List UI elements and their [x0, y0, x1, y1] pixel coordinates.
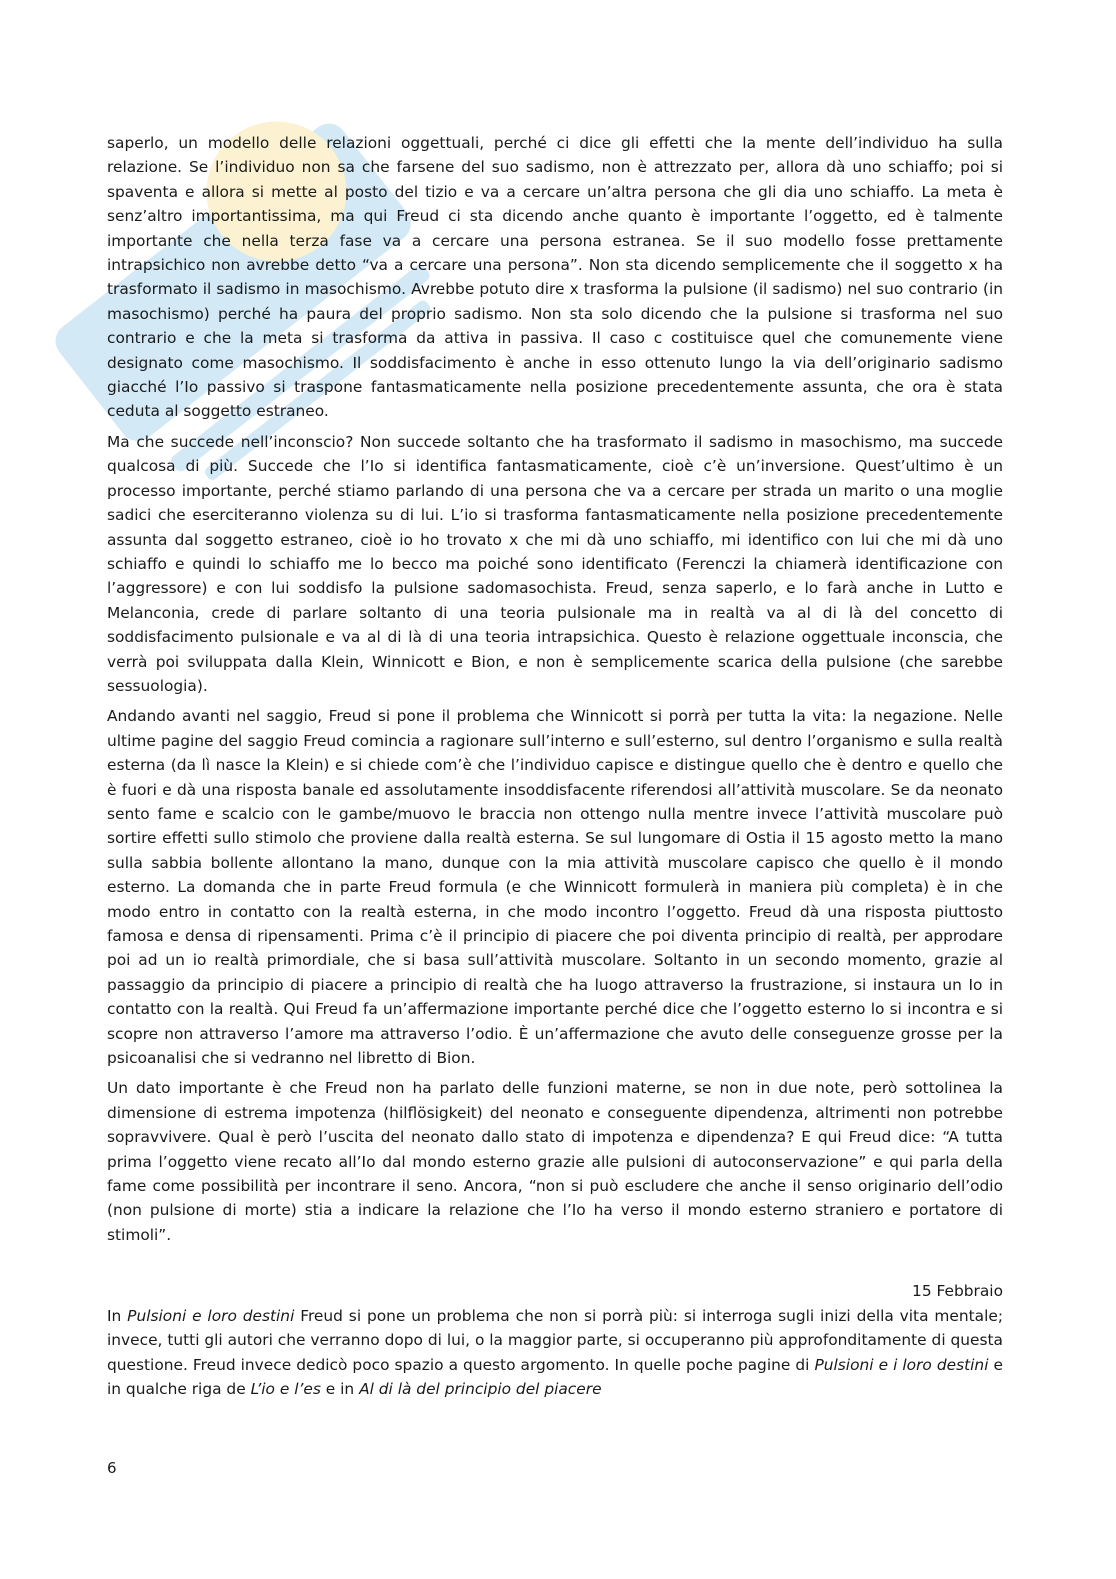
paragraph-2: Ma che succede nell’inconscio? Non succede soltanto che ha trasformato il sadismo in masochismo, ma succede qualcosa di più. Succede che l’Io si identifica fantasmaticamente, cioè c’è un’inversione. Quest’ultimo è un processo importante, perché stiamo parlando di una persona che va a cercare per strada un marito o una moglie sadici che eserciteranno violenza su di lui. L’io si trasforma fantasmaticamente nella posizione precedentemente assunta dal soggetto estraneo, cioè io ho trovato x che mi dà uno schiaffo, mi identifico con lui che mi dà uno schiaffo e quindi lo schiaffo me lo becco ma poiché sono identificato (Ferenczi la chiamerà identificazione con l’aggressore) e con lui soddisfo la pulsione sadomasochista. Freud, senza saperlo, e lo farà anche in Lutto e Melanconia, crede di parlare soltanto di una teoria pulsionale ma in realtà va al di là del concetto di soddisfacimento pulsionale e va al di là di una teoria intrapsichica. Questo è relazione oggettuale inconscia, che verrà poi sviluppata dalla Klein, Winnicott e Bion, e non è semplicemente scarica della pulsione (che sarebbe sessuologia). [107, 432, 1003, 695]
text-run: In [107, 1306, 128, 1325]
book-title: L’io e l’es [250, 1379, 321, 1398]
section-date: 15 Febbraio [912, 1282, 1003, 1301]
book-title: Pulsioni e i loro destini [814, 1355, 989, 1374]
book-title: Al di là del principio del piacere [359, 1379, 602, 1398]
paragraph-3: Andando avanti nel saggio, Freud si pone il problema che Winnicott si porrà per tutta la vita: la negazione. Nelle ultime pagine del saggio Freud comincia a ragionare sull’interno e sull’esterno, sul dentro l’organismo e sulla realtà esterna (da lì nasce la Klein) e si chiede com’è che l’individuo capisce e distingue quello che è dentro e quello che è fuori e dà una risposta banale ed assolutamente insoddisfacente riferendosi all’attività muscolare. Se da neonato sento fame e scalcio con le gambe/muovo le braccia non ottengo nulla mentre invece l’attività muscolare può sortire effetti sullo stimolo che proviene dalla realtà esterna. Se sul lungomare di Ostia il 15 agosto metto la mano sulla sabbia bollente allontano la mano, dunque con la mia attività muscolare capisco che quello è il mondo esterno. La domanda che in parte Freud formula (e che Winnicott formulerà in maniera più completa) è in che modo entro in contatto con la realtà esterna, in che modo incontro l’oggetto. Freud dà una risposta piuttosto famosa e densa di ripensamenti. Prima c’è il principio di piacere che poi diventa principio di realtà, per approdare poi ad un io realtà primordiale, che si basa sull’attività muscolare. Soltanto in un secondo momento, grazie al passaggio da principio di piacere a principio di realtà che ha luogo attraverso la frustrazione, si instaura un Io in contatto con la realtà. Qui Freud fa un’affermazione importante perché dice che l’oggetto esterno lo si incontra e si scopre non attraverso l’amore ma attraverso l’odio. È un’affermazione che avuto delle conseguenze grosse per la psicoanalisi che si vedranno nel libretto di Bion. [107, 707, 1003, 1068]
paragraph-1: saperlo, un modello delle relazioni oggettuali, perché ci dice gli effetti che la mente dell’individuo ha sulla relazione. Se l’individuo non sa che farsene del suo sadismo, non è attrezzato per, allora dà uno schiaffo; poi si spaventa e allora si mette al posto del tizio e va a cercare un’altra persona che gli dia uno schiaffo. La meta è senz’altro importantissima, ma qui Freud ci sta dicendo anche quanto è importante l’oggetto, ed è talmente importante che nella terza fase va a cercare una persona estranea. Se il suo modello fosse prettamente intrapsichico non avrebbe detto “va a cercare una persona”. Non sta dicendo semplicemente che il soggetto x ha trasformato il sadismo in masochismo. Avrebbe potuto dire x trasforma la pulsione (il sadismo) nel suo contrario (in masochismo) perché ha paura del proprio sadismo. Non sta solo dicendo che la pulsione si trasforma nel suo contrario e che la meta si trasforma da attiva in passiva. Il caso c costituisce quel che comunemente viene designato come masochismo. Il soddisfacimento è anche in esso ottenuto lungo la via dell’originario sadismo giacché l’Io passivo si traspone fantasmaticamente nella posizione precedentemente assunta, che ora è stata ceduta al soggetto estraneo. [107, 134, 1003, 421]
paragraph-5 [107, 1304, 1003, 1402]
text-run: Freud si pone un problema che non si porrà più: si interroga sugli inizi della vita mentale; invece, tutti gli autori che verranno dopo di lui, o la maggior parte, si occuperanno più approfonditamente di questa questione. Freud invece dedicò poco spazio a questo argomento. In quelle poche pagine di [107, 1306, 1004, 1374]
document-body [107, 131, 1003, 1407]
paragraph-4: Un dato importante è che Freud non ha parlato delle funzioni materne, se non in due note, però sottolinea la dimensione di estrema impotenza (hilflösigkeit) del neonato e conseguente dipendenza, altrimenti non potrebbe sopravvivere. Qual è però l’uscita del neonato dallo stato di impotenza e dipendenza? E qui Freud dice: “A tutta prima l’oggetto viene recato all’Io dal mondo esterno grazie alle pulsioni di autoconservazione” e qui parla della fame come possibilità per incontrare il seno. Ancora, “non si può escludere che anche il senso originario dell’odio (non pulsione di morte) stia a indicare la relazione che l’Io ha verso il mondo esterno straniero e portatore di stimoli”. [107, 1079, 1003, 1244]
page-number: 6 [107, 1459, 117, 1477]
text-run: e in qualche riga de [107, 1355, 1003, 1398]
text-run: e in [320, 1379, 360, 1398]
book-title: Pulsioni e loro destini [127, 1306, 295, 1325]
